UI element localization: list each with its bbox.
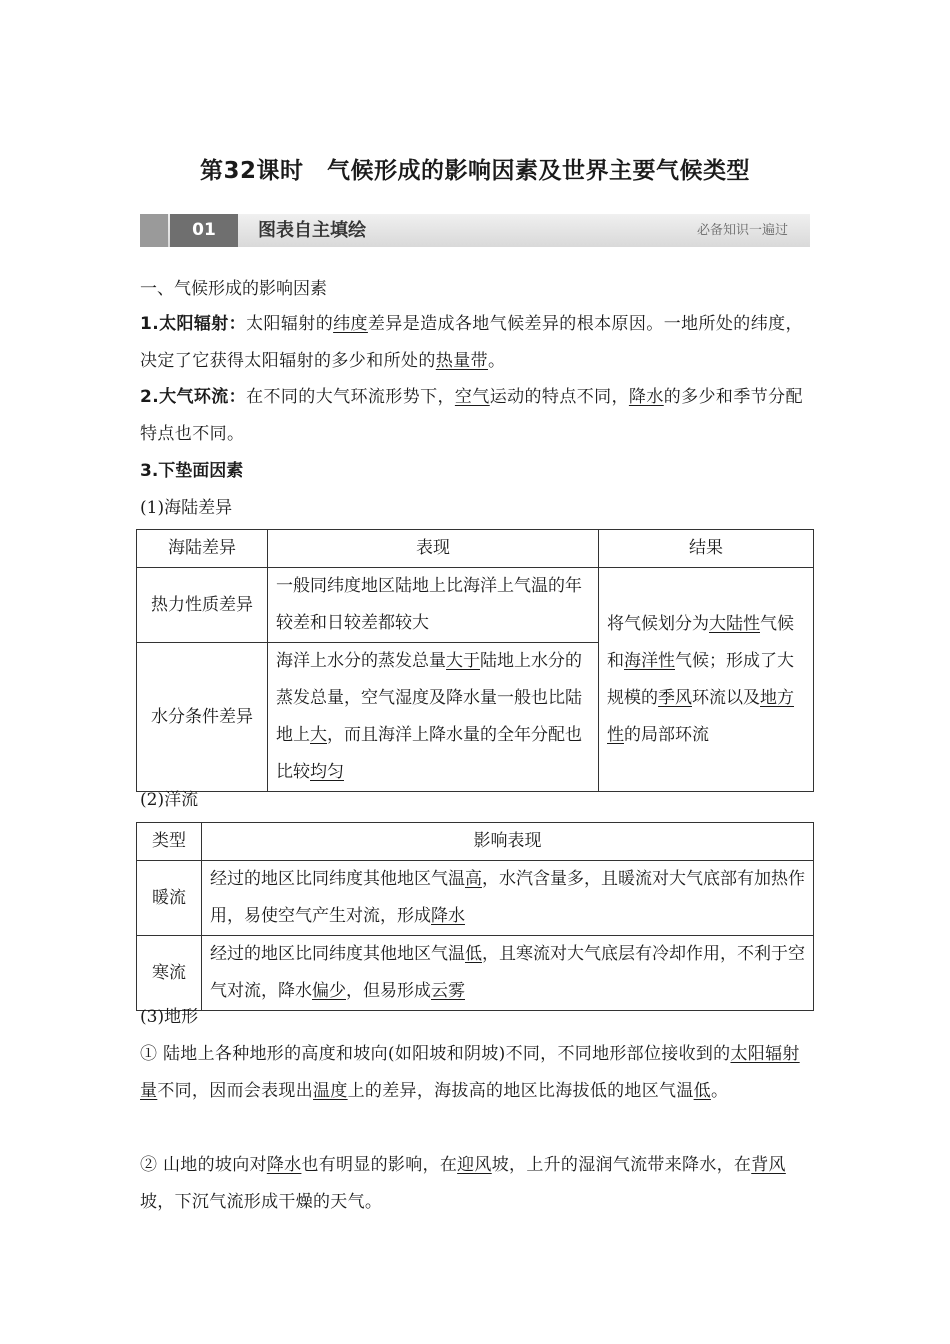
- table-header-row: [137, 823, 814, 861]
- table-header-cell: 表现: [268, 530, 599, 568]
- table-cell: 经过的地区比同纬度其他地区气温高，水汽含量多，且暖流对大气底部有加热作用，易使空气产生对流，形成降水: [202, 861, 814, 936]
- table-cell: 暖流: [137, 861, 202, 936]
- table-cell: 寒流: [137, 936, 202, 1011]
- table-header-cell: 类型: [137, 823, 202, 861]
- land-sea-table: [136, 529, 814, 792]
- table-cell: 经过的地区比同纬度其他地区气温低，且寒流对大气底层有冷却作用，不利于空气对流，降水偏少，但易形成云雾: [202, 936, 814, 1011]
- subheading-terrain: (3)地形: [140, 1007, 199, 1027]
- paragraph-underlying-surface: 3.下垫面因素: [140, 461, 244, 481]
- paragraph-atmospheric-circulation: 2.大气环流：在不同的大气环流形势下，空气运动的特点不同，降水的多少和季节分配特点也不同。: [140, 387, 803, 444]
- table-cell: 热力性质差异: [137, 568, 268, 643]
- paragraph-terrain-1: ① 陆地上各种地形的高度和坡向(如阳坡和阴坡)不同，不同地形部位接收到的太阳辐射量不同，因而会表现出温度上的差异，海拔高的地区比海拔低的地区气温低。: [140, 1044, 800, 1101]
- table-header-cell: 影响表现: [202, 823, 814, 861]
- page-title: 第32课时 气候形成的影响因素及世界主要气候类型: [199, 158, 750, 184]
- table-row: [137, 861, 814, 936]
- banner-heading: 图表自主填绘: [258, 220, 366, 241]
- ocean-current-table: [136, 822, 814, 1011]
- subheading-land-sea: (1)海陆差异: [140, 498, 233, 518]
- table-cell: 一般同纬度地区陆地上比海洋上气温的年较差和日较差都较大: [268, 568, 599, 643]
- table-header-cell: 结果: [599, 530, 814, 568]
- table-header-cell: 海陆差异: [137, 530, 268, 568]
- table-cell: 海洋上水分的蒸发总量大于陆地上水分的蒸发总量，空气湿度及降水量一般也比陆地上大，而且海洋上降水量的全年分配也比较均匀: [268, 643, 599, 792]
- section-banner: [140, 214, 810, 247]
- subheading-ocean-current: (2)洋流: [140, 790, 199, 810]
- table-cell: 水分条件差异: [137, 643, 268, 792]
- banner-lead-block: [140, 214, 168, 247]
- banner-number: 01: [170, 214, 238, 247]
- table-header-row: [137, 530, 814, 568]
- table-cell-result: 将气候划分为大陆性气候和海洋性气候；形成了大规模的季风环流以及地方性的局部环流: [599, 568, 814, 792]
- paragraph-terrain-2: ② 山地的坡向对降水也有明显的影响，在迎风坡，上升的湿润气流带来降水，在背风坡，下沉气流形成干燥的天气。: [140, 1155, 786, 1212]
- section-heading: 一、气候形成的影响因素: [140, 279, 327, 299]
- paragraph-solar-radiation: 1.太阳辐射：太阳辐射的纬度差异是造成各地气候差异的根本原因。一地所处的纬度，决定了它获得太阳辐射的多少和所处的热量带。: [140, 314, 803, 371]
- banner-note: 必备知识一遍过: [696, 223, 788, 238]
- table-row: [137, 568, 814, 643]
